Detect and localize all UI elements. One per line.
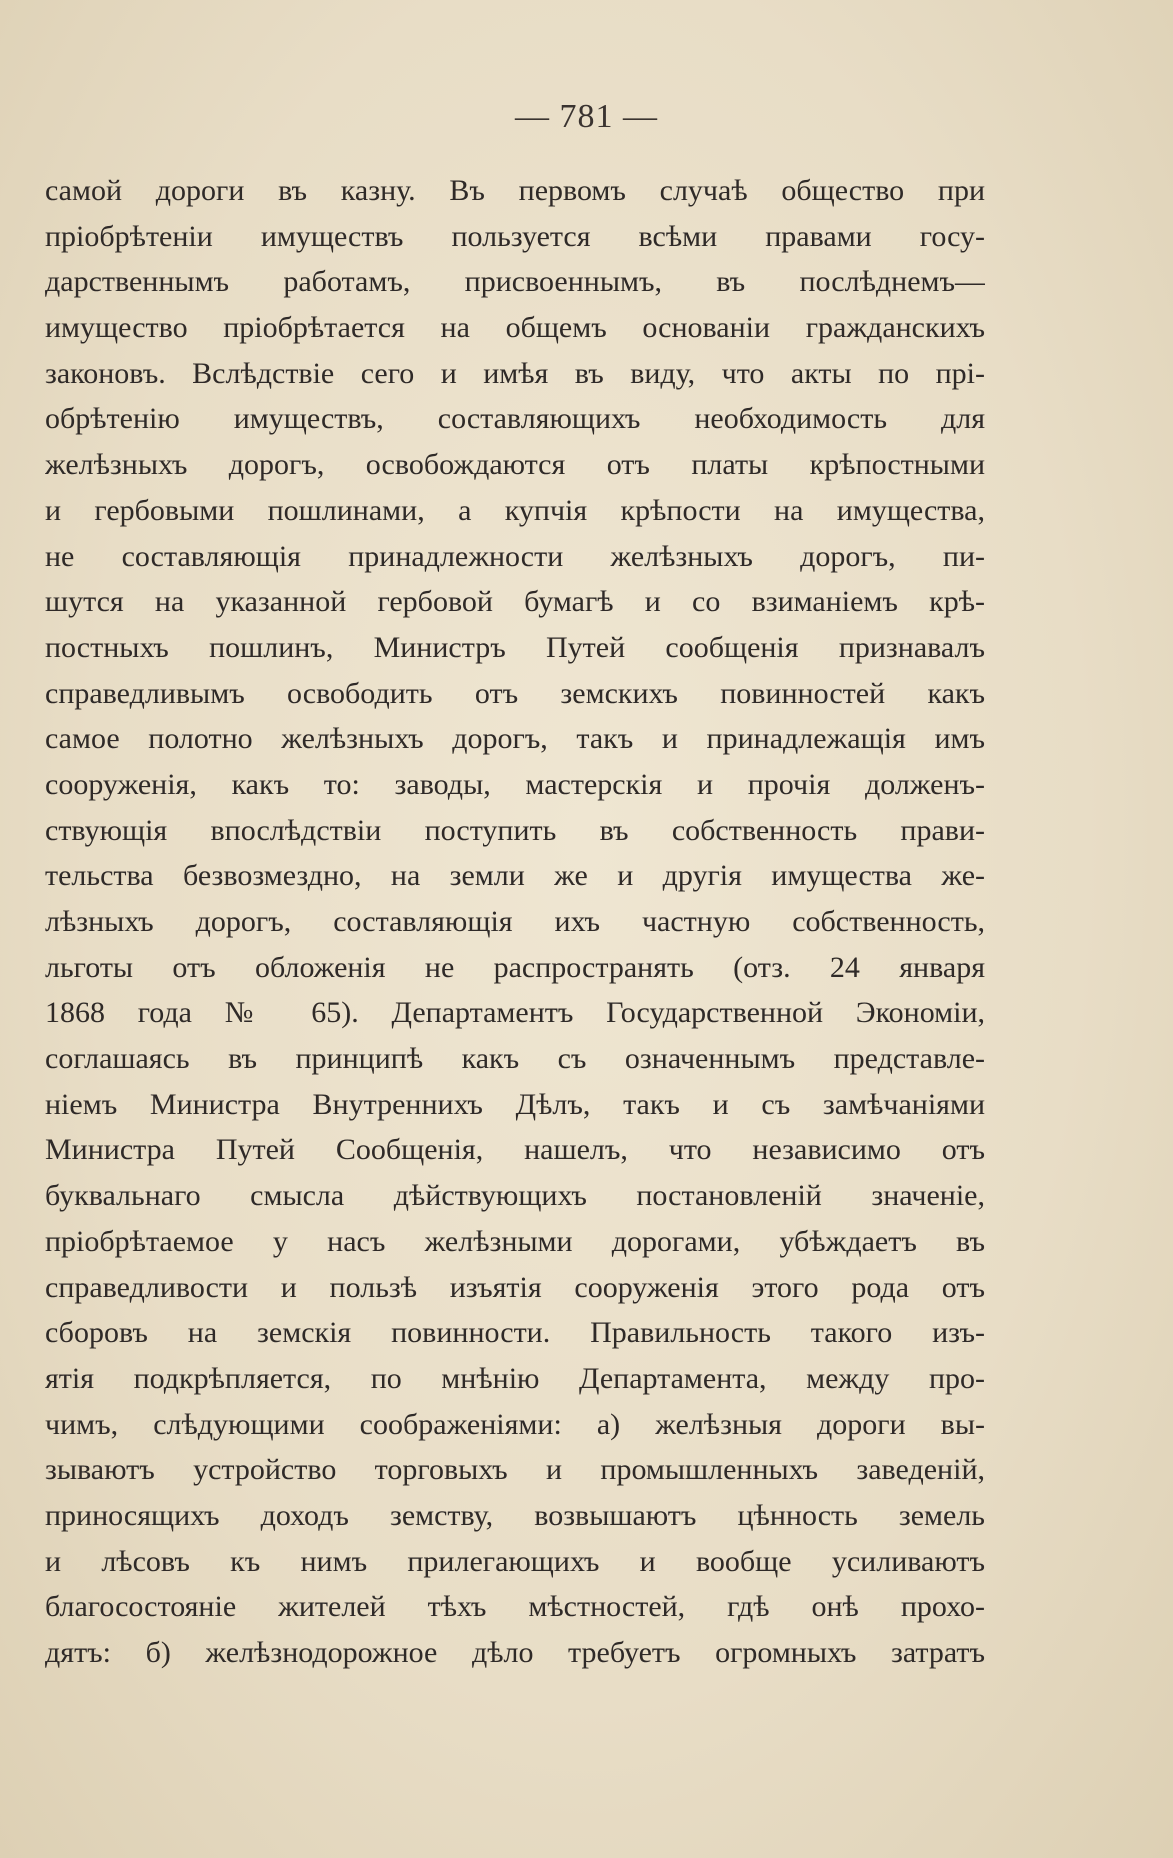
text-line: шутся на указанной гербовой бумагѣ и со взиманіемъ крѣ- [45,585,985,619]
text-line: постныхъ пошлинъ, Министръ Путей сообщенія признавалъ [45,630,985,664]
page-number: — 781 — [515,98,658,135]
text-line: чимъ, слѣдующими соображеніями: а) желѣзныя дороги вы- [45,1407,985,1441]
text-line: 1868 года № 65). Департаментъ Государственной Экономіи, [45,996,985,1030]
text-line: ствующія впослѣдствіи поступить въ собственность прави- [45,813,985,847]
text-line: зываютъ устройство торговыхъ и промышленныхъ заведеній, [45,1453,985,1487]
text-line: обрѣтенію имуществъ, составляющихъ необходимость для [45,402,985,436]
text-line: справедливымъ освободить отъ земскихъ повинностей какъ [45,676,985,710]
text-line: сборовъ на земскія повинности. Правильность такого изъ- [45,1316,985,1350]
text-line: благосостояніе жителей тѣхъ мѣстностей, гдѣ онѣ прохо- [45,1590,985,1624]
text-line: лѣзныхъ дорогъ, составляющія ихъ частную собственность, [45,905,985,938]
text-line: Министра Путей Сообщенія, нашелъ, что независимо отъ [45,1133,985,1167]
text-line: законовъ. Вслѣдствіе сего и имѣя въ виду, что акты по прі- [45,356,985,390]
text-line: пріобрѣтеніи имуществъ пользуется всѣми правами госу- [45,219,985,253]
text-line: не составляющія принадлежности желѣзныхъ дорогъ, пи- [45,539,985,573]
text-line: сооруженія, какъ то: заводы, мастерскія и прочія долженъ- [45,767,985,801]
text-line: имущество пріобрѣтается на общемъ основаніи гражданскихъ [45,311,985,345]
text-line: ятія подкрѣпляется, по мнѣнію Департамента, между про- [45,1361,985,1395]
text-line: и лѣсовъ къ нимъ прилегающихъ и вообще усиливаютъ [45,1544,985,1578]
text-line: приносящихъ доходъ земству, возвышаютъ цѣнность земель [45,1498,985,1532]
text-line: справедливости и пользѣ изъятія сооруженія этого рода отъ [45,1270,985,1304]
text-line: самое полотно желѣзныхъ дорогъ, такъ и принадлежащія имъ [45,722,985,756]
text-line: тельства безвозмездно, на земли же и другія имущества же- [45,859,985,893]
text-line: и гербовыми пошлинами, а купчія крѣпости на имущества, [45,493,985,527]
text-line: пріобрѣтаемое у насъ желѣзными дорогами, убѣждаетъ въ [45,1224,985,1258]
text-line: льготы отъ обложенія не распространять (отз. 24 января [45,950,985,984]
body-text [45,168,985,1676]
text-line: дарственнымъ работамъ, присвоеннымъ, въ послѣднемъ— [45,265,985,299]
text-line: соглашаясь въ принципѣ какъ съ означеннымъ представле- [45,1042,985,1076]
text-line: дятъ: б) желѣзнодорожное дѣло требуетъ огромныхъ затратъ [45,1636,985,1669]
text-line: буквальнаго смысла дѣйствующихъ постановленій значеніе, [45,1179,985,1213]
text-line: ніемъ Министра Внутреннихъ Дѣлъ, такъ и съ замѣчаніями [45,1087,985,1121]
text-line: самой дороги въ казну. Въ первомъ случаѣ общество при [45,174,985,207]
text-line: желѣзныхъ дорогъ, освобождаются отъ платы крѣпостными [45,448,985,482]
